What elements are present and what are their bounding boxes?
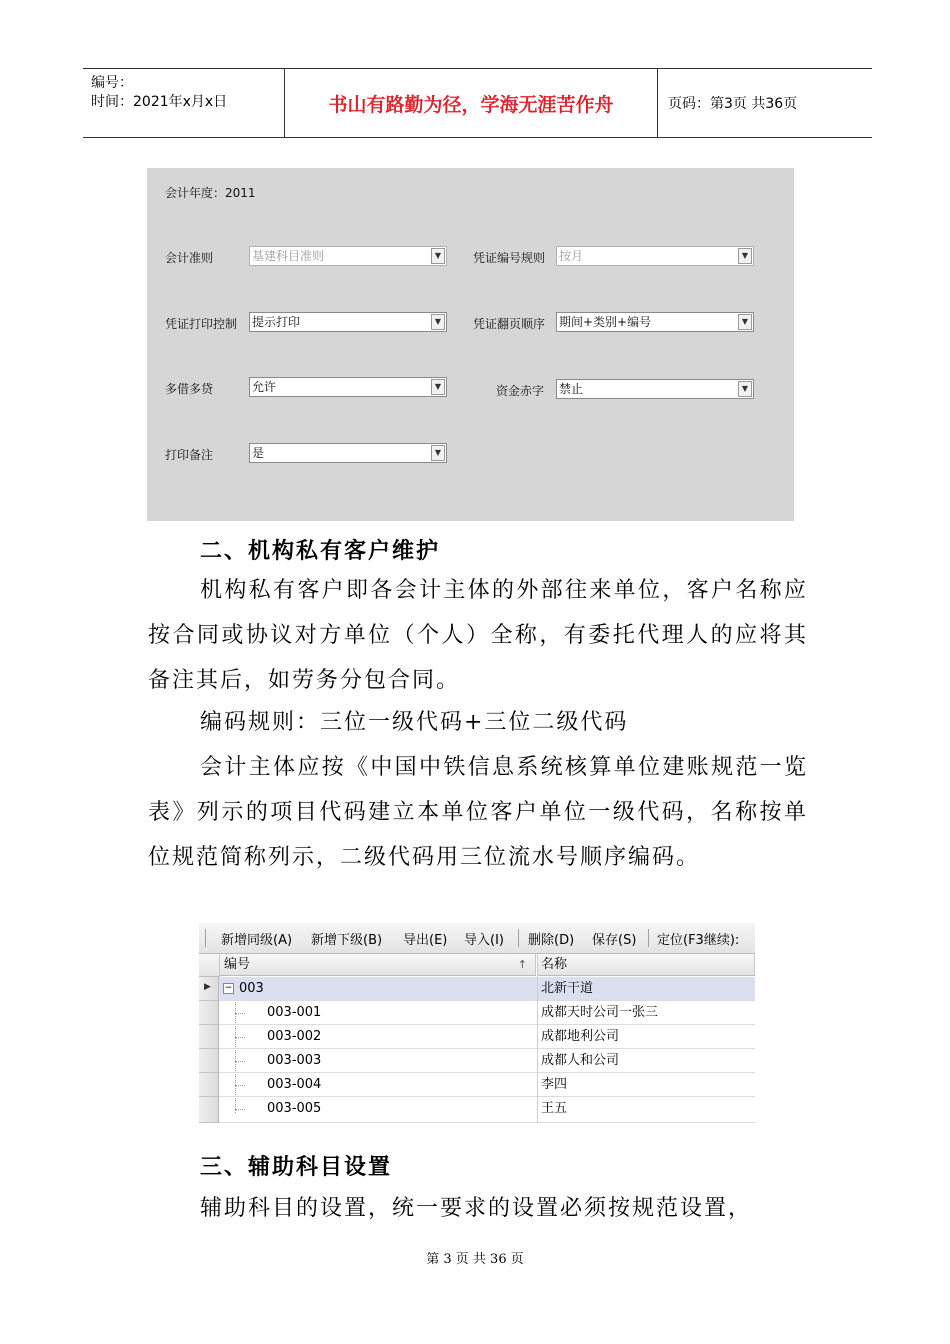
voucher-number-rule-label: 凭证编号规则	[473, 251, 546, 265]
accounting-settings-panel	[147, 168, 794, 521]
voucher-print-control-label: 凭证打印控制	[165, 317, 238, 331]
table-row[interactable]	[219, 977, 755, 1001]
voucher-print-control-value: 提示打印	[252, 315, 301, 329]
section2-paragraph-3: 会计主体应按《中国中铁信息系统核算单位建账规范一览表》列示的项目代码建立本单位客户单位一级代码，名称按单位规范简称列示，二级代码用三位流水号顺序编码。	[148, 755, 808, 870]
row-selector[interactable]	[199, 1073, 219, 1097]
date-label: 时间：2021年x月x日	[91, 94, 228, 110]
motto: 书山有路勤为径，学海无涯苦作舟	[328, 93, 614, 116]
table-row[interactable]	[219, 1097, 755, 1123]
add-child-button[interactable]: 新增下级(B)	[311, 933, 383, 948]
voucher-print-control-select[interactable]	[249, 312, 447, 332]
chevron-down-icon: ▼	[738, 248, 752, 264]
chevron-down-icon: ▼	[431, 379, 445, 395]
row-code: 003-004	[267, 1077, 322, 1092]
voucher-page-order-label: 凭证翻页顺序	[473, 317, 546, 331]
tree-branch-line	[235, 1109, 245, 1110]
multi-debit-credit-label: 多借多贷	[165, 382, 214, 396]
row-code: 003-001	[267, 1005, 322, 1020]
current-row-arrow-icon: ▶	[204, 982, 211, 992]
accounting-standard-select[interactable]	[249, 246, 447, 266]
print-remark-select[interactable]	[249, 443, 447, 463]
page-label: 页码：第3页 共36页	[668, 96, 798, 112]
print-remark-label: 打印备注	[165, 448, 214, 462]
voucher-page-order-value: 期间+类别+编号	[559, 315, 652, 329]
tree-branch-line	[235, 1061, 245, 1062]
tree-branch-line	[235, 1085, 245, 1086]
section2-paragraph-1: 机构私有客户即各会计主体的外部往来单位，客户名称应按合同或协议对方单位（个人）全称，有委托代理人的应将其备注其后，如劳务分包合同。	[148, 578, 808, 693]
section3-paragraph-1: 辅助科目的设置，统一要求的设置必须按规范设置，	[200, 1196, 753, 1221]
number-label: 编号：	[91, 75, 133, 91]
table-row[interactable]	[219, 1073, 755, 1097]
multi-debit-credit-value: 允许	[252, 380, 277, 394]
row-selector[interactable]	[199, 1097, 219, 1123]
tree-branch-line	[235, 1013, 245, 1014]
row-code: 003	[239, 981, 264, 996]
section2-paragraph-2: 编码规则：三位一级代码+三位二级代码	[200, 710, 629, 735]
chevron-down-icon: ▼	[738, 314, 752, 330]
column-divider	[537, 954, 538, 1123]
column-header-code[interactable]	[220, 954, 536, 976]
row-selector[interactable]	[199, 1001, 219, 1025]
delete-button[interactable]: 删除(D)	[528, 933, 575, 948]
voucher-number-rule-select[interactable]	[556, 246, 754, 266]
print-remark-value: 是	[252, 446, 265, 460]
chevron-down-icon: ▼	[431, 248, 445, 264]
sort-ascending-icon: ↑	[517, 958, 527, 971]
toolbar-separator	[648, 929, 649, 947]
fund-deficit-value: 禁止	[559, 382, 584, 396]
row-code: 003-003	[267, 1053, 322, 1068]
column-header-name-label: 名称	[541, 957, 568, 972]
row-name: 李四	[541, 1077, 568, 1092]
fiscal-year-label: 会计年度：2011	[165, 186, 256, 200]
header-motto-cell	[285, 69, 658, 137]
collapse-icon[interactable]: −	[224, 983, 233, 993]
row-selector-current[interactable]	[199, 977, 219, 1001]
accounting-standard-value: 基建科目准则	[252, 249, 325, 263]
row-name: 成都地利公司	[541, 1029, 620, 1044]
locate-button[interactable]: 定位(F3继续):	[657, 933, 740, 948]
row-name: 北新干道	[541, 981, 594, 996]
import-button[interactable]: 导入(I)	[464, 933, 504, 948]
table-row[interactable]	[219, 1001, 755, 1025]
add-sibling-button[interactable]: 新增同级(A)	[221, 933, 293, 948]
row-code: 003-005	[267, 1101, 322, 1116]
voucher-page-order-select[interactable]	[556, 312, 754, 332]
chevron-down-icon: ▼	[431, 445, 445, 461]
column-header-name[interactable]	[537, 954, 755, 976]
toolbar-grip	[205, 929, 206, 947]
save-button[interactable]: 保存(S)	[592, 933, 637, 948]
header-page-cell	[658, 69, 872, 137]
page-header	[83, 68, 872, 138]
row-selector[interactable]	[199, 1049, 219, 1073]
tree-branch-line	[235, 1037, 245, 1038]
row-name: 成都人和公司	[541, 1053, 620, 1068]
row-name: 成都天时公司一张三	[541, 1005, 659, 1020]
table-row[interactable]	[219, 1025, 755, 1049]
chevron-down-icon: ▼	[738, 381, 752, 397]
section2-heading: 二、机构私有客户维护	[200, 538, 441, 564]
table-row[interactable]	[219, 1049, 755, 1073]
section3-heading: 三、辅助科目设置	[200, 1154, 393, 1180]
export-button[interactable]: 导出(E)	[403, 933, 448, 948]
accounting-standard-label: 会计准则	[165, 251, 214, 265]
row-name: 王五	[541, 1101, 568, 1116]
grid-toolbar	[199, 923, 755, 954]
row-code: 003-002	[267, 1029, 322, 1044]
page-footer: 第 3 页 共 36 页	[426, 1252, 524, 1267]
voucher-number-rule-value: 按月	[559, 249, 584, 263]
row-header-corner	[199, 954, 220, 977]
column-header-code-label: 编号	[224, 957, 251, 972]
chevron-down-icon: ▼	[431, 314, 445, 330]
header-meta-cell	[83, 69, 285, 137]
multi-debit-credit-select[interactable]	[249, 377, 447, 397]
row-selector[interactable]	[199, 1025, 219, 1049]
fund-deficit-select[interactable]	[556, 379, 754, 399]
toolbar-separator	[518, 929, 519, 947]
fund-deficit-label: 资金赤字	[496, 384, 545, 398]
customer-tree-grid	[199, 923, 755, 1123]
